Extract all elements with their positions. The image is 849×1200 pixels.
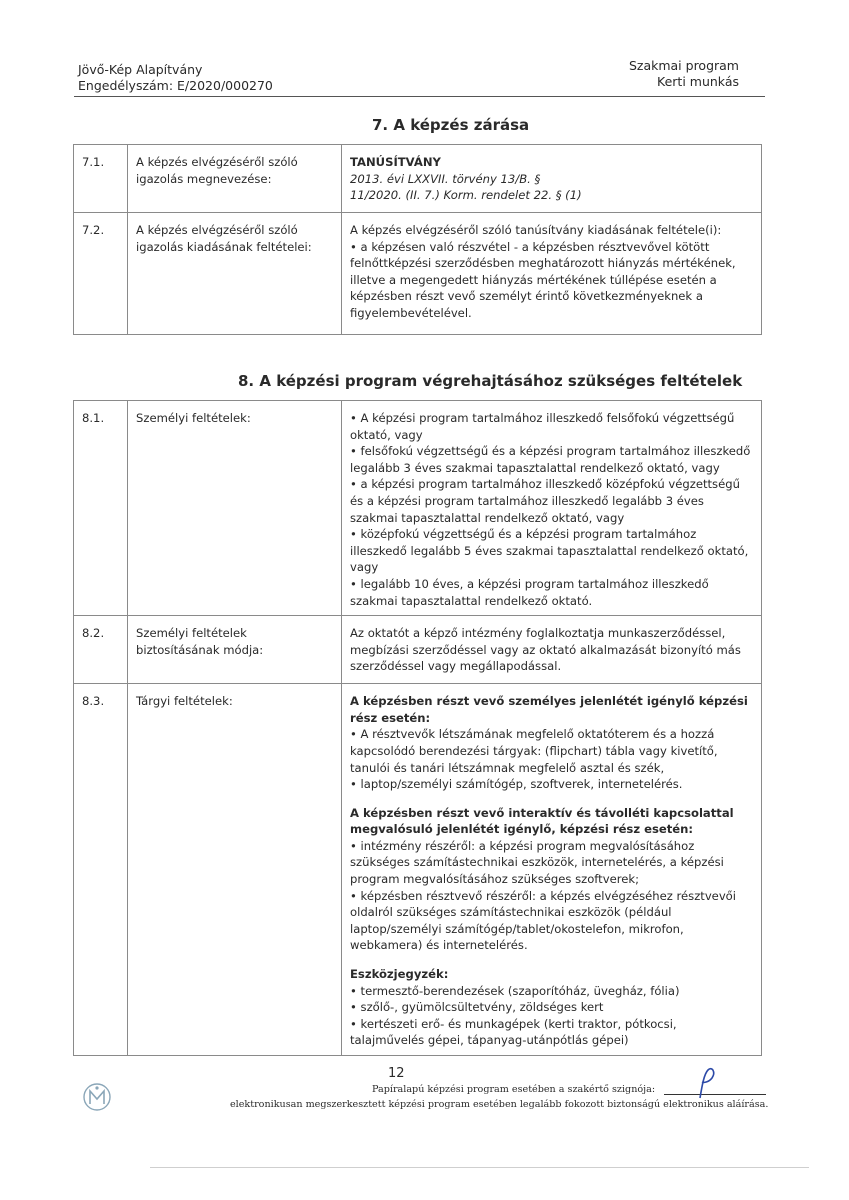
section-8-table — [73, 400, 762, 1056]
row-content — [342, 401, 762, 616]
header-right — [629, 58, 739, 90]
row-label: Tárgyi feltételek: — [128, 684, 342, 1056]
foundation-logo-icon — [82, 1082, 112, 1112]
list-item: • termesztő-berendezések (szaporítóház, üvegház, fólia) — [350, 983, 680, 998]
row-label: A képzés elvégzéséről szóló igazolás megnevezése: — [128, 145, 342, 213]
list-item: • kertészeti erő- és munkagépek (kerti traktor, pótkocsi, talajművelés gépei, tápanyag-utánpótlás gépei) — [350, 1016, 677, 1048]
list-item: • szőlő-, gyümölcsültetvény, zöldséges kert — [350, 1000, 604, 1015]
section-8-title: 8. A képzési program végrehajtásához szükséges feltételek — [238, 372, 743, 390]
conditions-item: • a képzésen való részvétel - a képzésben résztvevővel kötött felnőttképzési szerződésben meghatározott hiányzás mértékének, illetve a megengedett hiányzás mértékének túllépése esetén a képzésben részt vevő személyt érintő következményeknek a figyelembevételével. — [350, 239, 736, 320]
table-row — [74, 401, 762, 616]
spacer — [350, 793, 753, 805]
row-number: 8.3. — [74, 684, 128, 1056]
header-left — [78, 62, 273, 94]
table-row — [74, 213, 762, 335]
block-heading: A képzésben részt vevő interaktív és távolléti kapcsolattal megvalósuló jelenlétét igénylő, képzési rész esetén: — [350, 805, 734, 837]
list-item: • laptop/személyi számítógép, szoftverek, internetelérés. — [350, 777, 683, 792]
row-label: A képzés elvégzéséről szóló igazolás kiadásának feltételei: — [128, 213, 342, 335]
bottom-divider — [150, 1167, 809, 1168]
list-item: • a képzési program tartalmához illeszkedő középfokú végzettségű és a képzési program tartalmához illeszkedő legalább 3 éves szakmai tapasztalattal rendelkező oktató, vagy — [350, 477, 740, 525]
table-row — [74, 616, 762, 684]
page-number: 12 — [388, 1066, 405, 1081]
footer-electronic-note: elektronikusan megszerkesztett képzési program esetében legalább fokozott biztonságú elektronikus aláírása. — [230, 1099, 769, 1110]
conditions-intro: A képzés elvégzéséről szóló tanúsítvány kiadásának feltétele(i): — [350, 223, 722, 237]
decree-reference: 11/2020. (II. 7.) Korm. rendelet 22. § (1) — [350, 188, 582, 203]
program-name: Kerti munkás — [657, 74, 739, 89]
list-item: • A képzési program tartalmához illeszkedő felsőfokú végzettségű oktató, vagy — [350, 411, 735, 442]
row-content — [342, 213, 762, 335]
section-7-table — [73, 144, 762, 335]
table-row — [74, 684, 762, 1056]
block-heading: Eszközjegyzék: — [350, 967, 449, 982]
table-row — [74, 145, 762, 213]
org-name: Jövő-Kép Alapítvány — [78, 62, 203, 77]
row-number: 8.2. — [74, 616, 128, 684]
list-item: • felsőfokú végzettségű és a képzési program tartalmához illeszkedő legalább 3 éves szakmai tapasztalattal rendelkező oktató, vagy — [350, 444, 751, 475]
row-number: 7.1. — [74, 145, 128, 213]
block-heading: A képzésben részt vevő személyes jelenlétét igénylő képzési rész esetén: — [350, 694, 748, 725]
list-item: • A résztvevők létszámának megfelelő oktatóterem és a hozzá kapcsolódó berendezési tárgyak: (flipchart) tábla vagy kivetítő, tanulói és tanári létszámnak megfelelő asztal és szék, — [350, 727, 718, 775]
row-content — [342, 145, 762, 213]
certificate-heading: TANÚSÍTVÁNY — [350, 155, 441, 169]
law-reference: 2013. évi LXXVII. törvény 13/B. § — [350, 171, 541, 186]
footer-signature-note: Papíralapú képzési program esetében a szakértő szignója: — [372, 1084, 656, 1095]
doc-type: Szakmai program — [628, 58, 739, 73]
row-label: Személyi feltételek: — [128, 401, 342, 616]
row-content: Az oktatót a képző intézmény foglalkoztatja munkaszerződéssel, megbízási szerződéssel vagy az oktató alkalmazását bizonyító más szerződéssel vagy megállapodással. — [342, 616, 762, 684]
row-number: 7.2. — [74, 213, 128, 335]
row-number: 8.1. — [74, 401, 128, 616]
list-item: • legalább 10 éves, a képzési program tartalmához illeszkedő szakmai tapasztalattal rendelkező oktató. — [350, 576, 709, 608]
license-number: Engedélyszám: E/2020/000270 — [78, 78, 273, 93]
list-item: • középfokú végzettségű és a képzési program tartalmához illeszkedő legalább 5 éves szakmai tapasztalattal rendelkező oktató, vagy — [350, 527, 749, 575]
row-content — [342, 684, 762, 1056]
signature-mark-icon — [690, 1066, 730, 1100]
list-item: • képzésben résztvevő részéről: a képzés elvégzéséhez résztvevői oldalról szükséges számítástechnikai eszközök (például laptop/személyi számítógép/tablet/okostelefon, mikrofon, webkamera) és internetelérés. — [350, 888, 736, 953]
header-divider — [74, 96, 765, 97]
list-item: • intézmény részéről: a képzési program megvalósításához szükséges számítástechnikai eszközök, internetelérés, a képzési program megvalósításához szükséges szoftverek; — [350, 838, 724, 887]
section-7-title: 7. A képzés zárása — [372, 116, 530, 134]
spacer — [350, 954, 753, 966]
row-label: Személyi feltételek biztosításának módja: — [128, 616, 342, 684]
